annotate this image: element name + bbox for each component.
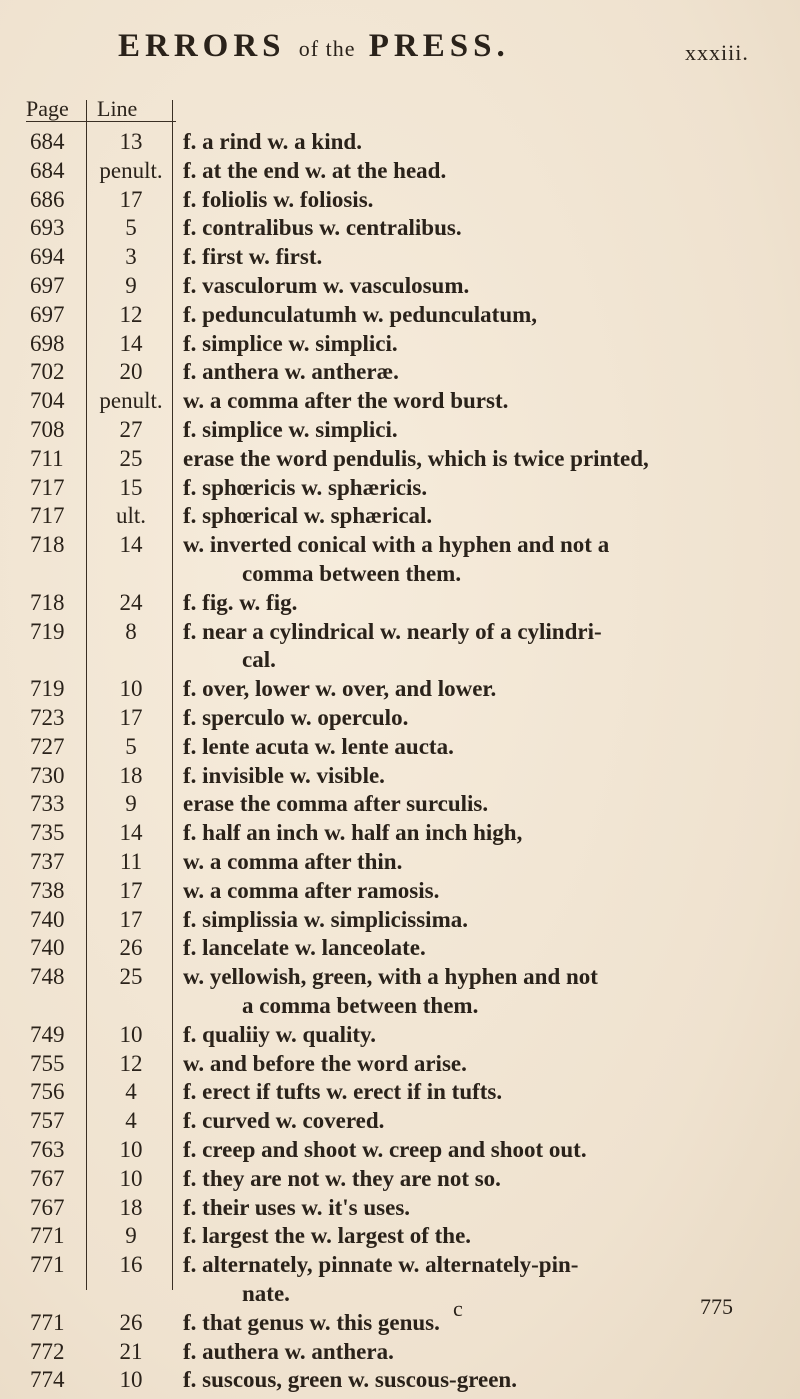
- errata-correction: f. curved w. covered.: [183, 1108, 385, 1134]
- errata-correction: f. lente acuta w. lente aucta.: [183, 733, 454, 759]
- errata-row: [0, 299, 800, 331]
- errata-row: [0, 875, 800, 907]
- catchword: 775: [700, 1294, 733, 1319]
- errata-page-number: 711: [30, 445, 64, 471]
- errata-page-number: 704: [30, 388, 65, 414]
- errata-line-number: 16: [119, 1252, 143, 1278]
- errata-row: [0, 760, 800, 792]
- errata-line-number: 9: [125, 791, 137, 817]
- errata-row: [0, 644, 800, 676]
- errata-page-number: 718: [30, 532, 65, 558]
- errata-line-number: 14: [119, 532, 143, 558]
- errata-line-number: 14: [119, 820, 143, 846]
- errata-correction: f. simplice w. simplici.: [183, 417, 398, 442]
- errata-line-number: 11: [119, 849, 143, 874]
- errata-line-number: 24: [119, 589, 143, 615]
- errata-line-number: 25: [119, 964, 143, 990]
- errata-row: [0, 270, 800, 302]
- errata-line-number: 26: [119, 1309, 143, 1335]
- errata-line-number: 5: [125, 215, 137, 241]
- errata-row: [0, 846, 800, 878]
- errata-correction: f. contralibus w. centralibus.: [183, 215, 462, 241]
- errata-correction: f. half an inch w. half an inch high,: [183, 820, 523, 846]
- errata-correction: w. a comma after thin.: [183, 849, 403, 874]
- signature-mark: c: [453, 1296, 463, 1321]
- errata-page-number: 694: [30, 244, 65, 270]
- errata-correction: f. suscous, green w. suscous-green.: [183, 1367, 517, 1393]
- page-title: [118, 28, 510, 65]
- errata-correction: w. a comma after ramosis.: [183, 877, 440, 903]
- column-header-line: Line: [97, 96, 138, 121]
- errata-correction: w. yellowish, green, with a hyphen and not: [183, 964, 598, 990]
- errata-correction: f. they are not w. they are not so.: [183, 1165, 501, 1191]
- errata-row: [0, 500, 800, 532]
- errata-correction: f. qualiiy w. quality.: [183, 1021, 377, 1047]
- errata-row: [0, 126, 800, 158]
- header-rule: [26, 121, 176, 122]
- errata-page-number: 763: [30, 1137, 65, 1162]
- errata-row: [0, 1134, 800, 1166]
- errata-line-number: 15: [119, 474, 143, 500]
- errata-line-number: 8: [125, 618, 137, 644]
- errata-page-number: 697: [30, 273, 65, 298]
- errata-page-number: 723: [30, 705, 65, 730]
- errata-row: [0, 990, 800, 1022]
- errata-row: [0, 212, 800, 244]
- errata-row: [0, 673, 800, 705]
- errata-line-number: 4: [125, 1108, 137, 1134]
- errata-correction: f. authera w. anthera.: [183, 1338, 394, 1364]
- errata-row: [0, 1163, 800, 1195]
- errata-correction: nate.: [242, 1281, 290, 1306]
- errata-line-number: 12: [119, 301, 143, 327]
- errata-page-number: 684: [30, 157, 65, 183]
- errata-page-number: 738: [30, 877, 65, 903]
- errata-correction: f. over, lower w. over, and lower.: [183, 676, 497, 702]
- errata-row: [0, 1048, 800, 1080]
- errata-row: [0, 385, 800, 417]
- errata-row: [0, 1307, 800, 1339]
- errata-row: [0, 817, 800, 849]
- errata-correction: f. creep and shoot w. creep and shoot out.: [183, 1137, 587, 1162]
- errata-row: [0, 587, 800, 619]
- errata-line-number: 18: [119, 762, 143, 788]
- errata-line-number: 5: [125, 733, 137, 759]
- errata-correction: f. simplissia w. simplicissima.: [183, 906, 468, 932]
- errata-row: [0, 414, 800, 446]
- errata-correction: f. near a cylindrical w. nearly of a cylindri-: [183, 618, 602, 644]
- errata-row: [0, 961, 800, 993]
- errata-page-number: 756: [30, 1079, 65, 1105]
- errata-line-number: 17: [119, 906, 143, 932]
- errata-correction: erase the comma after surculis.: [183, 791, 489, 817]
- errata-page-number: 702: [30, 359, 65, 385]
- errata-correction: f. fig. w. fig.: [183, 589, 298, 615]
- errata-correction: f. simplice w. simplici.: [183, 330, 398, 356]
- errata-correction: a comma between them.: [242, 993, 479, 1018]
- errata-line-number: penult.: [99, 157, 163, 183]
- errata-row: [0, 1220, 800, 1252]
- errata-row: [0, 1105, 800, 1137]
- errata-line-number: 9: [125, 1223, 137, 1249]
- errata-page-number: 767: [30, 1165, 65, 1191]
- errata-line-number: 20: [119, 359, 143, 385]
- errata-line-number: 10: [119, 1021, 143, 1047]
- errata-line-number: 25: [119, 445, 143, 471]
- errata-page-number: 730: [30, 762, 65, 788]
- errata-correction: f. foliolis w. foliosis.: [183, 186, 374, 212]
- folio-number: xxxiii.: [685, 40, 749, 65]
- errata-page-number: 771: [30, 1252, 65, 1278]
- errata-line-number: 10: [119, 676, 143, 702]
- errata-correction: f. lancelate w. lanceolate.: [183, 935, 426, 961]
- errata-line-number: 17: [119, 705, 143, 730]
- errata-row: [0, 1076, 800, 1108]
- errata-row: [0, 529, 800, 561]
- errata-page-number: 735: [30, 820, 65, 846]
- errata-row: [0, 904, 800, 936]
- errata-page-number: 697: [30, 301, 65, 327]
- errata-row: [0, 932, 800, 964]
- errata-line-number: 17: [119, 186, 143, 212]
- errata-correction: w. a comma after the word burst.: [183, 388, 509, 414]
- errata-line-number: 4: [125, 1079, 137, 1105]
- errata-correction: f. vasculorum w. vasculosum.: [183, 273, 470, 298]
- errata-correction: f. invisible w. visible.: [183, 762, 385, 788]
- errata-line-number: ult.: [115, 503, 147, 529]
- errata-page-number: 718: [30, 589, 65, 615]
- errata-line-number: 21: [119, 1338, 143, 1364]
- errata-correction: cal.: [242, 647, 276, 673]
- errata-correction: f. that genus w. this genus.: [183, 1309, 440, 1335]
- errata-correction: f. sphœrical w. sphærical.: [183, 503, 433, 529]
- errata-page-number: 719: [30, 618, 65, 644]
- errata-line-number: 27: [119, 417, 143, 442]
- errata-correction: erase the word pendulis, which is twice printed,: [183, 445, 649, 471]
- errata-correction: f. their uses w. it's uses.: [183, 1194, 411, 1220]
- errata-page-number: 771: [30, 1223, 65, 1249]
- errata-correction: f. sperculo w. operculo.: [183, 705, 409, 730]
- title-of: of the: [298, 36, 356, 61]
- errata-line-number: 10: [119, 1367, 143, 1393]
- title-main: ERRORS: [118, 28, 286, 64]
- errata-correction: f. sphœricis w. sphæricis.: [183, 474, 428, 500]
- errata-row: [0, 788, 800, 820]
- errata-correction: f. first w. first.: [183, 244, 323, 270]
- errata-row: [0, 558, 800, 590]
- errata-page-number: 749: [30, 1021, 65, 1047]
- errata-row: [0, 472, 800, 504]
- errata-correction: f. at the end w. at the head.: [183, 157, 447, 183]
- errata-line-number: 17: [119, 877, 143, 903]
- errata-row: [0, 1278, 800, 1310]
- errata-row: [0, 1364, 800, 1396]
- errata-correction: w. inverted conical with a hyphen and not a: [183, 532, 610, 558]
- errata-page-number: 755: [30, 1050, 65, 1076]
- errata-correction: comma between them.: [242, 561, 462, 586]
- errata-page-number: 772: [30, 1338, 65, 1364]
- errata-page-number: 740: [30, 935, 65, 961]
- errata-page-number: 693: [30, 215, 65, 241]
- errata-line-number: 3: [125, 244, 137, 270]
- errata-line-number: penult.: [99, 388, 163, 414]
- errata-row: [0, 356, 800, 388]
- errata-correction: f. pedunculatumh w. pedunculatum,: [183, 301, 538, 327]
- errata-row: [0, 1336, 800, 1368]
- errata-page-number: 717: [30, 503, 65, 529]
- errata-page-number: 686: [30, 186, 65, 212]
- errata-row: [0, 702, 800, 734]
- title-end: PRESS.: [368, 28, 510, 64]
- errata-page-number: 748: [30, 964, 65, 990]
- errata-page-number: 727: [30, 733, 65, 759]
- errata-line-number: 26: [119, 935, 143, 961]
- errata-page-number: 737: [30, 849, 65, 874]
- errata-line-number: 9: [125, 273, 137, 298]
- errata-line-number: 10: [119, 1165, 143, 1191]
- errata-row: [0, 443, 800, 475]
- errata-page-number: 719: [30, 676, 65, 702]
- errata-page-number: 767: [30, 1194, 65, 1220]
- errata-page-number: 698: [30, 330, 65, 356]
- errata-row: [0, 1249, 800, 1281]
- errata-line-number: 18: [119, 1194, 143, 1220]
- errata-page-number: 733: [30, 791, 65, 817]
- errata-page-number: 740: [30, 906, 65, 932]
- errata-line-number: 13: [119, 129, 143, 154]
- errata-row: [0, 155, 800, 187]
- errata-page-number: 708: [30, 417, 65, 442]
- errata-row: [0, 1019, 800, 1051]
- errata-row: [0, 1192, 800, 1224]
- errata-correction: f. largest the w. largest of the.: [183, 1223, 472, 1249]
- errata-correction: f. erect if tufts w. erect if in tufts.: [183, 1079, 503, 1105]
- errata-correction: f. a rind w. a kind.: [183, 129, 362, 154]
- errata-row: [0, 328, 800, 360]
- errata-page-number: 774: [30, 1367, 65, 1393]
- errata-page-number: 757: [30, 1108, 65, 1134]
- errata-correction: w. and before the word arise.: [183, 1050, 467, 1076]
- errata-correction: f. anthera w. antheræ.: [183, 359, 399, 385]
- errata-row: [0, 184, 800, 216]
- column-header-page: Page: [26, 96, 69, 121]
- errata-page-number: 684: [30, 129, 65, 154]
- errata-correction: f. alternately, pinnate w. alternately-pin-: [183, 1252, 579, 1278]
- errata-line-number: 14: [119, 330, 143, 356]
- errata-row: [0, 616, 800, 648]
- errata-page-number: 771: [30, 1309, 65, 1335]
- errata-page-number: 717: [30, 474, 65, 500]
- errata-row: [0, 241, 800, 273]
- errata-line-number: 12: [119, 1050, 143, 1076]
- errata-line-number: 10: [119, 1137, 143, 1162]
- errata-row: [0, 731, 800, 763]
